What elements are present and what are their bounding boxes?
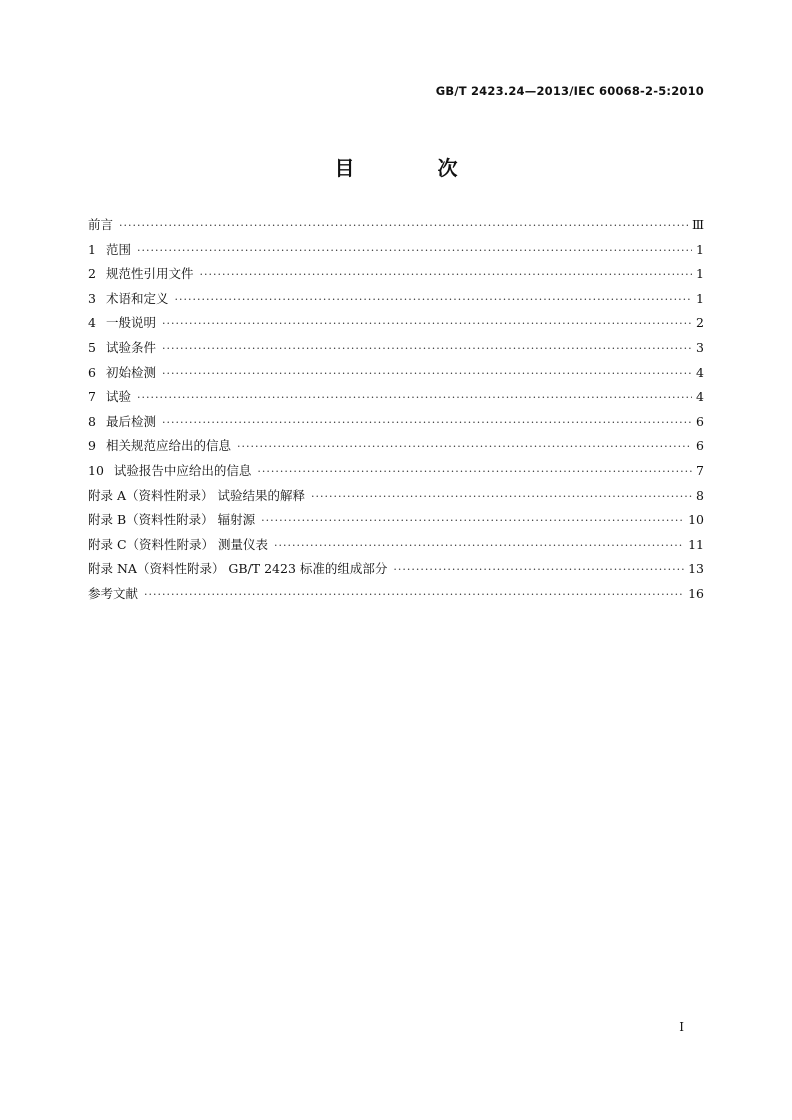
toc-leader-dots bbox=[162, 416, 692, 429]
toc-item-page: 13 bbox=[688, 561, 704, 577]
toc-item-terms-definitions[interactable] bbox=[88, 289, 704, 314]
toc-leader-dots bbox=[162, 317, 692, 330]
toc-item-bibliography[interactable] bbox=[88, 584, 704, 609]
toc-item-general[interactable] bbox=[88, 313, 704, 338]
toc-leader-dots bbox=[257, 465, 692, 478]
toc-item-annex-a[interactable] bbox=[88, 486, 704, 511]
toc-item-label: 前言 bbox=[88, 217, 114, 232]
toc-item-page: 1 bbox=[696, 290, 704, 306]
toc-item-page: 11 bbox=[688, 536, 704, 552]
table-of-contents bbox=[88, 215, 704, 609]
toc-item-label: 规范性引用文件 bbox=[105, 266, 194, 282]
toc-item-test-conditions[interactable] bbox=[88, 338, 704, 363]
toc-leader-dots bbox=[237, 440, 692, 453]
toc-leader-dots bbox=[144, 588, 684, 601]
toc-item-normative-references[interactable] bbox=[88, 264, 704, 289]
toc-item-label: 最后检测 bbox=[105, 413, 156, 429]
toc-leader-dots bbox=[119, 219, 688, 232]
toc-item-number: 6 bbox=[88, 364, 96, 380]
toc-item-annex-b[interactable] bbox=[88, 510, 704, 535]
toc-leader-dots bbox=[199, 268, 692, 281]
toc-item-page: 2 bbox=[696, 315, 704, 331]
toc-item-initial-measurements[interactable] bbox=[88, 363, 704, 388]
toc-item-label: 附录 C（资料性附录） 测量仪表 bbox=[88, 536, 269, 552]
toc-item-page: 6 bbox=[696, 438, 704, 454]
toc-leader-dots bbox=[393, 563, 684, 576]
toc-item-number: 9 bbox=[88, 438, 96, 454]
toc-leader-dots bbox=[311, 490, 692, 503]
toc-leader-dots bbox=[137, 244, 692, 257]
toc-leader-dots bbox=[137, 391, 692, 404]
toc-item-label: 附录 A（资料性附录） 试验结果的解释 bbox=[88, 487, 305, 503]
toc-item-final-measurements[interactable] bbox=[88, 412, 704, 437]
toc-item-label: 初始检测 bbox=[105, 364, 156, 380]
toc-item-page: Ⅲ bbox=[691, 217, 704, 232]
toc-item-page: 1 bbox=[696, 241, 704, 257]
toc-item-label: 试验报告中应给出的信息 bbox=[113, 462, 252, 478]
toc-item-number: 10 bbox=[88, 462, 104, 478]
toc-item-label: 参考文献 bbox=[88, 585, 139, 601]
toc-item-annex-c[interactable] bbox=[88, 535, 704, 560]
toc-leader-dots bbox=[162, 342, 692, 355]
toc-leader-dots bbox=[274, 539, 684, 552]
toc-item-page: 1 bbox=[696, 266, 704, 282]
toc-item-number: 4 bbox=[88, 315, 96, 331]
toc-leader-dots bbox=[261, 514, 684, 527]
toc-item-page: 6 bbox=[696, 413, 704, 429]
toc-item-report-information[interactable] bbox=[88, 461, 704, 486]
toc-leader-dots bbox=[162, 367, 692, 380]
toc-item-annex-na[interactable] bbox=[88, 559, 704, 584]
toc-item-page: 4 bbox=[696, 389, 704, 405]
page-number: I bbox=[679, 1020, 684, 1034]
page-title: 目 次 bbox=[334, 156, 496, 180]
toc-item-page: 10 bbox=[688, 512, 704, 528]
toc-item-label: 一般说明 bbox=[105, 315, 156, 331]
toc-item-number: 8 bbox=[88, 413, 96, 429]
toc-item-foreword[interactable] bbox=[88, 215, 704, 240]
toc-item-number: 7 bbox=[88, 389, 96, 405]
toc-item-number: 2 bbox=[88, 266, 96, 282]
standard-code-header: GB/T 2423.24—2013/IEC 60068-2-5:2010 bbox=[435, 84, 704, 98]
toc-item-label: 附录 B（资料性附录） 辐射源 bbox=[88, 512, 256, 528]
toc-item-page: 8 bbox=[696, 487, 704, 503]
toc-item-number: 3 bbox=[88, 290, 96, 306]
toc-item-spec-information[interactable] bbox=[88, 436, 704, 461]
toc-item-label: 附录 NA（资料性附录） GB/T 2423 标准的组成部分 bbox=[88, 561, 388, 577]
toc-item-number: 1 bbox=[88, 241, 96, 257]
toc-item-page: 16 bbox=[688, 585, 704, 601]
toc-item-number: 5 bbox=[88, 339, 96, 355]
toc-item-scope[interactable] bbox=[88, 240, 704, 265]
toc-item-label: 范围 bbox=[105, 241, 131, 257]
toc-item-label: 术语和定义 bbox=[105, 290, 169, 306]
toc-item-page: 7 bbox=[696, 462, 704, 478]
toc-leader-dots bbox=[174, 293, 692, 306]
toc-item-page: 3 bbox=[696, 339, 704, 355]
toc-item-label: 相关规范应给出的信息 bbox=[105, 438, 231, 454]
toc-item-label: 试验条件 bbox=[105, 339, 156, 355]
toc-item-label: 试验 bbox=[105, 389, 131, 405]
toc-item-page: 4 bbox=[696, 364, 704, 380]
toc-item-test[interactable] bbox=[88, 387, 704, 412]
